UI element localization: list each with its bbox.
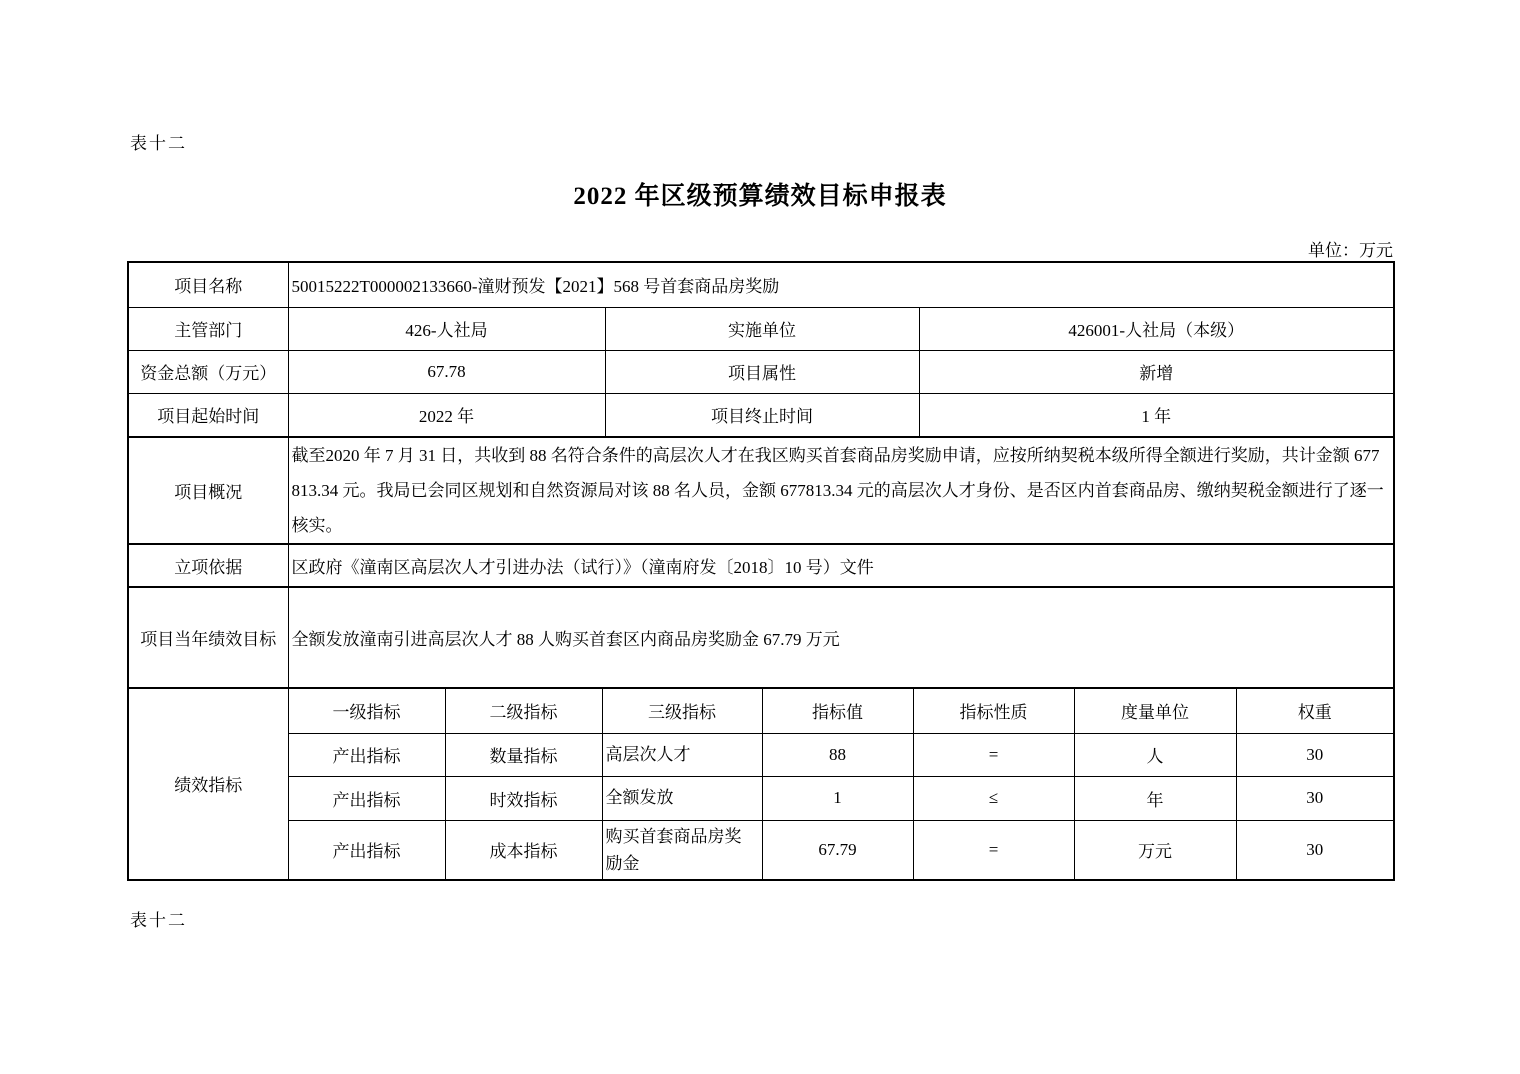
indicator-tier3: 高层次人才: [602, 733, 762, 776]
indicator-tier1: 产出指标: [288, 820, 445, 880]
indicator-col-header-value: 指标值: [762, 688, 913, 733]
indicator-nature: =: [913, 733, 1074, 776]
indicator-header-row: [128, 688, 1394, 733]
basis-value: 区政府《潼南区高层次人才引进办法（试行）》（潼南府发〔2018〕10 号）文件: [288, 544, 1394, 587]
table-number-top: 表十二: [130, 134, 187, 153]
indicator-col-header-tier2: 二级指标: [445, 688, 602, 733]
end-time-value: 1 年: [919, 393, 1394, 437]
table-row: [128, 350, 1394, 393]
table-row: [128, 544, 1394, 587]
dept-value: 426-人社局: [288, 307, 605, 350]
indicator-weight: 30: [1236, 820, 1394, 880]
indicator-unit: 人: [1074, 733, 1236, 776]
table-row: [128, 262, 1394, 307]
table-number-bottom: 表十二: [130, 911, 187, 930]
attribute-value: 新增: [919, 350, 1394, 393]
indicators-section-label: 绩效指标: [128, 688, 288, 880]
table-row: [128, 587, 1394, 688]
end-time-label: 项目终止时间: [605, 393, 919, 437]
overview-value: 截至2020 年 7 月 31 日，共收到 88 名符合条件的高层次人才在我区购买首套商品房奖励申请，应按所纳契税本级所得全额进行奖励，共计金额 677813.34 元。我局已会同区规划和自然资源局对该 88 名人员，金额 677813.34 元的高层次人才身份、是否区内首套商品房、缴纳契税金额进行了逐一核实。: [288, 437, 1394, 544]
project-name-value: 50015222T000002133660-潼财预发【2021】568 号首套商品房奖励: [288, 262, 1394, 307]
indicator-tier2: 数量指标: [445, 733, 602, 776]
project-name-label: 项目名称: [128, 262, 288, 307]
total-fund-label: 资金总额（万元）: [128, 350, 288, 393]
table-row: [128, 307, 1394, 350]
indicator-value: 1: [762, 776, 913, 820]
indicator-col-header-weight: 权重: [1236, 688, 1394, 733]
declaration-form-table: [127, 261, 1395, 881]
indicator-tier1: 产出指标: [288, 776, 445, 820]
indicator-unit: 万元: [1074, 820, 1236, 880]
indicator-tier1: 产出指标: [288, 733, 445, 776]
dept-label: 主管部门: [128, 307, 288, 350]
indicator-unit: 年: [1074, 776, 1236, 820]
total-fund-value: 67.78: [288, 350, 605, 393]
indicator-row: [128, 820, 1394, 880]
overview-label: 项目概况: [128, 437, 288, 544]
indicator-tier3: 购买首套商品房奖励金: [602, 820, 762, 880]
impl-unit-value: 426001-人社局（本级）: [919, 307, 1394, 350]
indicator-value: 88: [762, 733, 913, 776]
indicator-weight: 30: [1236, 776, 1394, 820]
unit-note: 单位：万元: [1308, 241, 1393, 260]
indicator-col-header-nature: 指标性质: [913, 688, 1074, 733]
indicator-col-header-tier3: 三级指标: [602, 688, 762, 733]
indicator-tier2: 时效指标: [445, 776, 602, 820]
page-title: 2022 年区级预算绩效目标申报表: [573, 183, 947, 210]
table-row: [128, 437, 1394, 544]
indicator-col-header-tier1: 一级指标: [288, 688, 445, 733]
attribute-label: 项目属性: [605, 350, 919, 393]
indicator-value: 67.79: [762, 820, 913, 880]
indicator-tier3: 全额发放: [602, 776, 762, 820]
start-time-label: 项目起始时间: [128, 393, 288, 437]
annual-target-label: 项目当年绩效目标: [128, 587, 288, 688]
impl-unit-label: 实施单位: [605, 307, 919, 350]
indicator-weight: 30: [1236, 733, 1394, 776]
annual-target-value: 全额发放潼南引进高层次人才 88 人购买首套区内商品房奖励金 67.79 万元: [288, 587, 1394, 688]
indicator-col-header-unit: 度量单位: [1074, 688, 1236, 733]
indicator-row: [128, 776, 1394, 820]
indicator-nature: ≤: [913, 776, 1074, 820]
indicator-nature: =: [913, 820, 1074, 880]
basis-label: 立项依据: [128, 544, 288, 587]
table-row: [128, 393, 1394, 437]
indicator-tier2: 成本指标: [445, 820, 602, 880]
indicator-row: [128, 733, 1394, 776]
start-time-value: 2022 年: [288, 393, 605, 437]
